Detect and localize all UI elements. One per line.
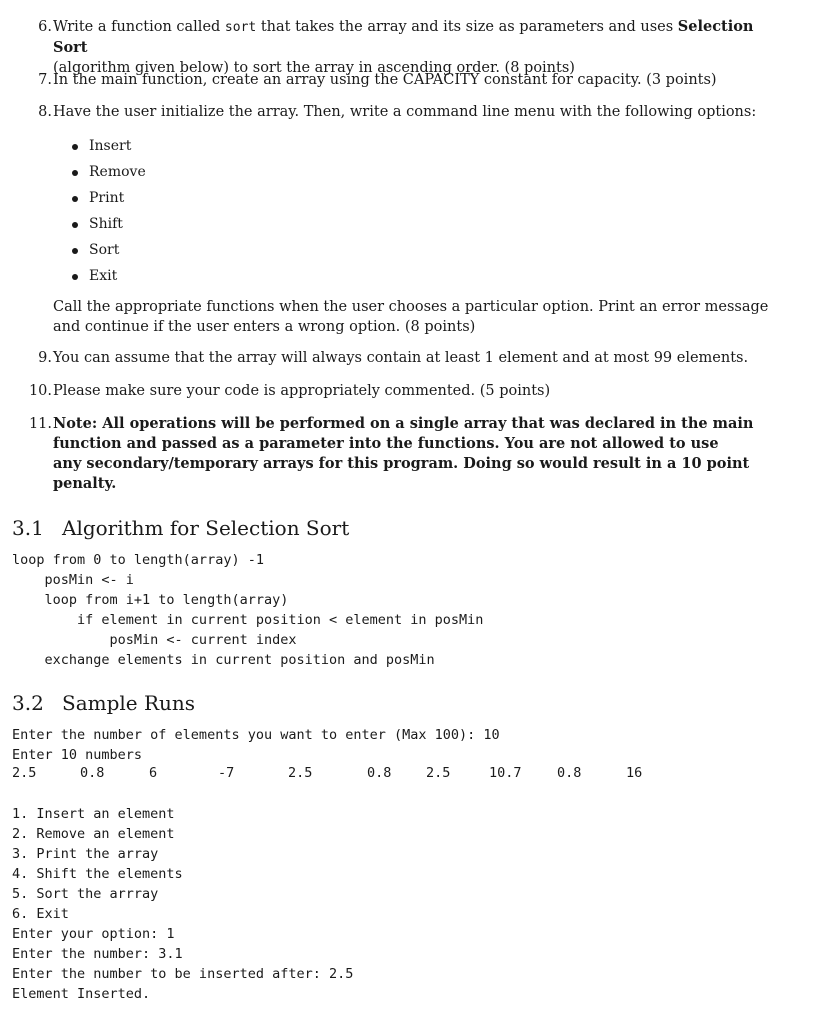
output-line: 1. Insert an element [12, 806, 175, 822]
note-text: Note: All operations will be performed on a single array that was declared in the main function and passed as a parameter into the functions. You are not allowed to use any secondary/temporary arrays for this program. Doing so would result in a 10 point penalty. [53, 415, 754, 492]
code-line: posMin <- current index [12, 632, 297, 648]
section-heading-3-1: 3.1 Algorithm for Selection Sort [12, 516, 350, 540]
output-line: Enter 10 numbers [12, 747, 143, 763]
algorithm-code-block [12, 550, 483, 670]
item-11 [22, 414, 782, 494]
bold-term: Selection Sort [53, 18, 754, 56]
list-item: Exit [70, 263, 146, 289]
item-9 [22, 348, 782, 368]
item-7 [22, 70, 782, 90]
item-8 [22, 102, 782, 122]
item-number: 9. [38, 350, 52, 366]
code-line: if element in current position < element in posMin [12, 612, 484, 628]
number-cell: 0.8 [367, 765, 392, 781]
list-item: Remove [70, 159, 146, 185]
number-cell: 0.8 [80, 765, 105, 781]
list-item: Print [70, 185, 146, 211]
output-line: 3. Print the array [12, 846, 159, 862]
list-item: Shift [70, 211, 146, 237]
output-line: 2. Remove an element [12, 826, 175, 842]
item-text: Please make sure your code is appropriately commented. (5 points) [53, 383, 551, 399]
output-line: Enter the number: 3.1 [12, 946, 183, 962]
code-line: loop from 0 to length(array) -1 [12, 552, 264, 568]
output-line: 4. Shift the elements [12, 866, 183, 882]
code-line: exchange elements in current position and posMin [12, 652, 435, 668]
item-number: 10. [28, 383, 52, 399]
item-text: Write a function called sort that takes the array and its size as parameters and uses Selection Sort (algorithm given below) to sort the array in ascending order. (8 points) [53, 18, 754, 76]
item-number: 7. [38, 72, 52, 88]
item-text: Have the user initialize the array. Then, write a command line menu with the following options: [53, 104, 757, 120]
number-cell: 16 [626, 765, 643, 781]
output-line: Element Inserted. [12, 986, 151, 1002]
code-line: loop from i+1 to length(array) [12, 592, 289, 608]
number-cell: -7 [218, 765, 235, 781]
number-cell: 0.8 [557, 765, 582, 781]
code-line: posMin <- i [12, 572, 134, 588]
output-line: Enter the number of elements you want to enter (Max 100): 10 [12, 727, 500, 743]
menu-options-list [70, 133, 146, 289]
item-text: You can assume that the array will always contain at least 1 element and at most 99 elements. [53, 350, 749, 366]
sample-run-menu [12, 804, 353, 1004]
entered-numbers-row [12, 765, 672, 785]
output-line: 5. Sort the arrray [12, 886, 159, 902]
item-number: 11. [28, 416, 52, 432]
item-10 [22, 381, 782, 401]
output-line: Enter the number to be inserted after: 2.5 [12, 966, 354, 982]
call-paragraph: Call the appropriate functions when the user chooses a particular option. Print an error message and continue if the user enters a wrong option. (8 points) [53, 299, 769, 335]
list-item: Sort [70, 237, 146, 263]
inline-code: sort [224, 20, 257, 35]
output-line: 6. Exit [12, 906, 69, 922]
item-number: 6. [38, 19, 52, 35]
item-6 [22, 17, 782, 78]
item-text: In the main function, create an array using the CAPACITY constant for capacity. (3 points) [53, 72, 717, 88]
number-cell: 6 [149, 765, 158, 781]
number-cell: 2.5 [12, 765, 37, 781]
list-item: Insert [70, 133, 146, 159]
number-cell: 2.5 [426, 765, 451, 781]
number-cell: 10.7 [489, 765, 522, 781]
section-heading-3-2: 3.2 Sample Runs [12, 691, 196, 715]
item-number: 8. [38, 104, 52, 120]
output-line: Enter your option: 1 [12, 926, 175, 942]
number-cell: 2.5 [288, 765, 313, 781]
sample-run-prompt [12, 725, 500, 765]
